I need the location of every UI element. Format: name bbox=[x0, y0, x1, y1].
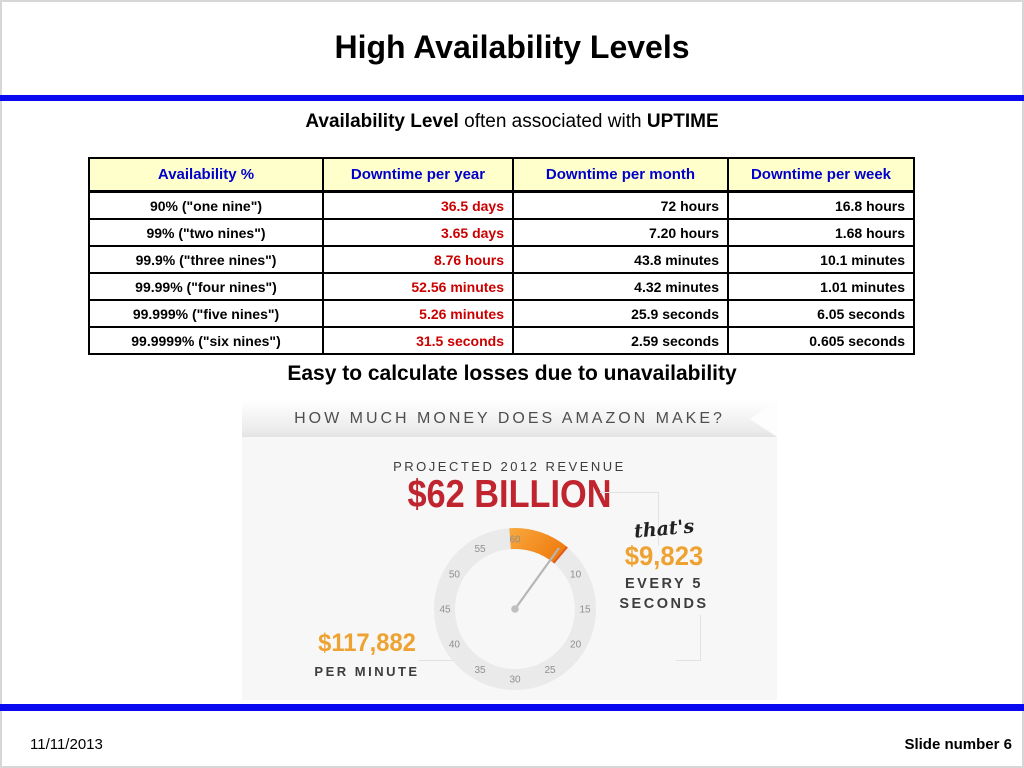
table-cell: 2.59 seconds bbox=[513, 327, 728, 354]
banner-notch-shape bbox=[750, 400, 777, 437]
footer-slide-number: Slide number 6 bbox=[904, 736, 1012, 753]
table-cell: 99.9999% ("six nines") bbox=[89, 327, 323, 354]
subtitle-tail: UPTIME bbox=[646, 111, 719, 132]
gauge-number-label: 35 bbox=[474, 665, 486, 677]
gauge-number-label: 40 bbox=[448, 639, 460, 651]
table-cell: 99.999% ("five nines") bbox=[89, 300, 323, 327]
table-cell: 3.65 days bbox=[323, 219, 513, 246]
table-cell: 25.9 seconds bbox=[513, 300, 728, 327]
infographic-banner bbox=[242, 400, 777, 437]
slide-subtitle bbox=[0, 111, 1024, 133]
gauge-number-label: 50 bbox=[448, 569, 460, 581]
table-row bbox=[89, 246, 914, 273]
table-row bbox=[89, 327, 914, 354]
gauge-number-label: 60 bbox=[509, 534, 521, 546]
table-cell: 1.01 minutes bbox=[728, 273, 914, 300]
table-cell: 5.26 minutes bbox=[323, 300, 513, 327]
banner-title: HOW MUCH MONEY DOES AMAZON MAKE? bbox=[294, 410, 725, 427]
bottom-divider-rule bbox=[0, 704, 1024, 711]
table-cell: 99% ("two nines") bbox=[89, 219, 323, 246]
table-cell: 36.5 days bbox=[323, 192, 513, 220]
gauge-number-label: 25 bbox=[544, 665, 556, 677]
every-five-label: EVERY 5 bbox=[625, 576, 703, 592]
thats-script-text: that's bbox=[633, 515, 695, 543]
table-cell: 43.8 minutes bbox=[513, 246, 728, 273]
gauge-number-label: 55 bbox=[474, 543, 486, 555]
subtitle-middle: often associated with bbox=[458, 111, 647, 132]
per-five-seconds-amount: $9,823 bbox=[624, 541, 704, 571]
table-header-cell: Availability % bbox=[89, 158, 323, 192]
section-heading: Easy to calculate losses due to unavailability bbox=[287, 362, 737, 385]
table-row bbox=[89, 273, 914, 300]
table-header-cell: Downtime per week bbox=[728, 158, 914, 192]
table-row bbox=[89, 300, 914, 327]
slide-title: High Availability Levels bbox=[334, 29, 690, 65]
table-header-cell: Downtime per month bbox=[513, 158, 728, 192]
gauge-svg bbox=[415, 509, 615, 709]
table-cell: 90% ("one nine") bbox=[89, 192, 323, 220]
table-cell: 7.20 hours bbox=[513, 219, 728, 246]
amazon-infographic bbox=[242, 400, 777, 700]
callout-line-bottom-right bbox=[676, 615, 701, 661]
per-five-seconds-block bbox=[594, 515, 734, 612]
table-cell: 6.05 seconds bbox=[728, 300, 914, 327]
subtitle-lead: Availability Level bbox=[305, 111, 459, 132]
per-minute-label: PER MINUTE bbox=[314, 664, 420, 679]
gauge-center-dot bbox=[511, 605, 519, 613]
table-cell: 10.1 minutes bbox=[728, 246, 914, 273]
table-header-cell: Downtime per year bbox=[323, 158, 513, 192]
per-minute-amount: $117,882 bbox=[318, 629, 416, 657]
availability-table-body bbox=[89, 192, 914, 355]
footer-date: 11/11/2013 bbox=[30, 736, 103, 753]
table-cell: 8.76 hours bbox=[323, 246, 513, 273]
table-cell: 31.5 seconds bbox=[323, 327, 513, 354]
top-divider-rule bbox=[0, 95, 1024, 101]
table-cell: 72 hours bbox=[513, 192, 728, 220]
gauge-needle bbox=[515, 548, 559, 609]
table-cell: 1.68 hours bbox=[728, 219, 914, 246]
table-row bbox=[89, 192, 914, 220]
gauge-number-label: 10 bbox=[570, 569, 582, 581]
table-cell: 52.56 minutes bbox=[323, 273, 513, 300]
gauge-number-label: 15 bbox=[579, 604, 591, 616]
per-minute-block bbox=[302, 628, 432, 679]
table-cell: 16.8 hours bbox=[728, 192, 914, 220]
gauge-number-label: 45 bbox=[439, 604, 451, 616]
gauge-number-label: 20 bbox=[570, 639, 582, 651]
table-cell: 99.9% ("three nines") bbox=[89, 246, 323, 273]
revenue-label: PROJECTED 2012 REVENUE bbox=[393, 459, 626, 474]
revenue-value: $62 BILLION bbox=[407, 473, 612, 516]
table-cell: 4.32 minutes bbox=[513, 273, 728, 300]
availability-table bbox=[88, 157, 915, 355]
table-cell: 99.99% ("four nines") bbox=[89, 273, 323, 300]
table-cell: 0.605 seconds bbox=[728, 327, 914, 354]
seconds-label: SECONDS bbox=[619, 596, 709, 612]
table-header-row bbox=[89, 158, 914, 192]
gauge-number-label: 30 bbox=[509, 674, 521, 686]
table-row bbox=[89, 219, 914, 246]
